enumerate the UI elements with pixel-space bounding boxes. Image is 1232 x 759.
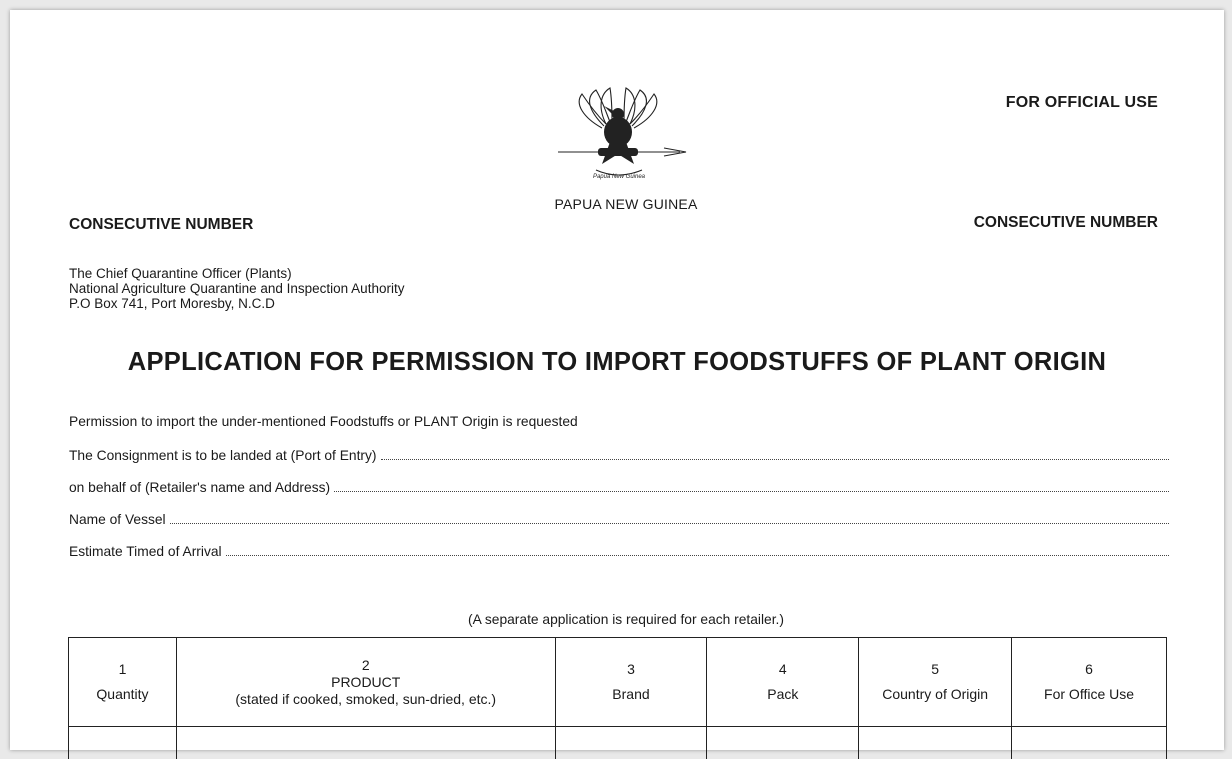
address-line: National Agriculture Quarantine and Inspection Authority	[69, 281, 404, 296]
intro-text: Permission to import the under-mentioned Foodstuffs or PLANT Origin is requested	[69, 414, 1169, 446]
products-table	[68, 637, 1167, 759]
column-number: 3	[560, 661, 703, 678]
svg-text:Papua New Guinea: Papua New Guinea	[593, 174, 646, 180]
table-cell[interactable]	[859, 727, 1012, 759]
table-header-row	[69, 638, 1167, 727]
fill-in-line[interactable]	[334, 478, 1169, 492]
column-header-product	[176, 638, 555, 727]
table-cell[interactable]	[176, 727, 555, 759]
column-header-quantity	[69, 638, 177, 727]
address-line: P.O Box 741, Port Moresby, N.C.D	[69, 296, 404, 311]
table-cell[interactable]	[555, 727, 707, 759]
column-number: 1	[73, 661, 172, 678]
field-label: on behalf of (Retailer's name and Address)	[69, 480, 334, 495]
official-use-label: FOR OFFICIAL USE	[1006, 94, 1158, 112]
consecutive-number-left: CONSECUTIVE NUMBER	[69, 216, 253, 234]
application-fields	[69, 414, 1169, 574]
fill-in-line[interactable]	[381, 446, 1169, 460]
consecutive-number-right: CONSECUTIVE NUMBER	[974, 214, 1158, 232]
form-title: APPLICATION FOR PERMISSION TO IMPORT FOODSTUFFS OF PLANT ORIGIN	[10, 348, 1224, 377]
port-of-entry-field[interactable]	[69, 446, 1169, 478]
column-sublabel: (stated if cooked, smoked, sun-dried, etc.)	[181, 691, 551, 708]
column-number: 4	[711, 661, 854, 678]
column-label: Pack	[767, 686, 798, 702]
table-cell[interactable]	[1012, 727, 1167, 759]
column-header-office-use	[1012, 638, 1167, 727]
field-label: Name of Vessel	[69, 512, 170, 527]
address-line: The Chief Quarantine Officer (Plants)	[69, 266, 404, 281]
field-label: Estimate Timed of Arrival	[69, 544, 226, 559]
fill-in-line[interactable]	[170, 510, 1169, 524]
column-label: Brand	[612, 686, 649, 702]
column-header-country-of-origin	[859, 638, 1012, 727]
png-bird-of-paradise-emblem-icon	[544, 82, 694, 190]
arrival-time-field[interactable]	[69, 542, 1169, 574]
column-number: 2	[181, 657, 551, 674]
column-number: 5	[863, 661, 1007, 678]
column-label: Quantity	[96, 686, 148, 702]
fill-in-line[interactable]	[226, 542, 1169, 556]
table-cell[interactable]	[69, 727, 177, 759]
form-page	[10, 10, 1224, 750]
separate-application-note: (A separate application is required for each retailer.)	[10, 612, 1232, 627]
vessel-name-field[interactable]	[69, 510, 1169, 542]
table-cell[interactable]	[707, 727, 859, 759]
column-number: 6	[1016, 661, 1162, 678]
column-header-brand	[555, 638, 707, 727]
field-label: The Consignment is to be landed at (Port of Entry)	[69, 448, 381, 463]
retailer-field[interactable]	[69, 478, 1169, 510]
table-row	[69, 727, 1167, 759]
column-label: Country of Origin	[882, 686, 988, 702]
recipient-address	[69, 266, 404, 311]
column-label: PRODUCT	[181, 674, 551, 691]
column-label: For Office Use	[1044, 686, 1134, 702]
column-header-pack	[707, 638, 859, 727]
country-name: PAPUA NEW GUINEA	[540, 196, 712, 212]
